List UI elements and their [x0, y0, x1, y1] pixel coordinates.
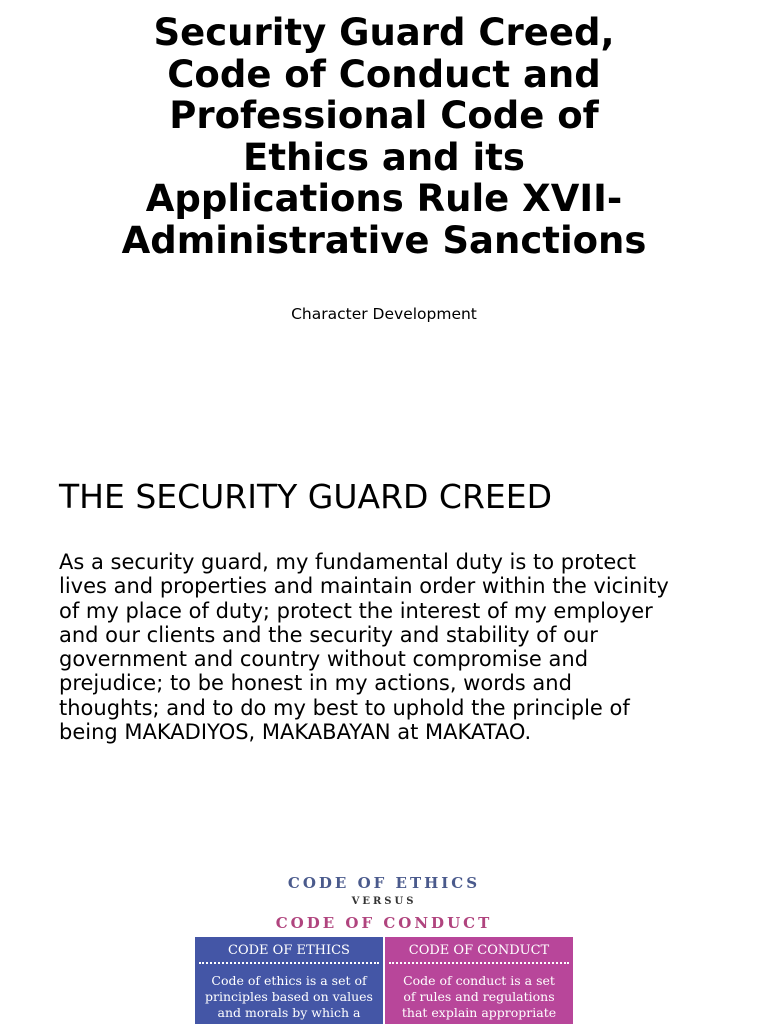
column-line: that explain appropriate [401, 1005, 557, 1020]
creed-line: and our clients and the security and stability of our [59, 622, 598, 647]
column-line: of rules and regulations [403, 989, 555, 1004]
column-line: Code of ethics is a set of [211, 973, 367, 988]
creed-line: government and country without compromise and [59, 647, 589, 672]
creed-line: of my place of duty; protect the interest of my employer [59, 598, 653, 623]
infographic-heading-ethics: CODE OF ETHICS [287, 874, 481, 892]
title-line: Code of Conduct and [167, 52, 601, 96]
creed-line: thoughts; and to do my best to uphold the principle of [59, 695, 630, 720]
title-line: Ethics and its [243, 135, 525, 179]
code-of-conduct-column [385, 937, 573, 1024]
column-title: CODE OF ETHICS [228, 943, 350, 958]
infographic-heading-conduct: CODE OF CONDUCT [275, 914, 493, 932]
creed-line: lives and properties and maintain order within the vicinity [59, 574, 669, 599]
creed-paragraph [59, 550, 739, 744]
document-subtitle: Character Development [291, 305, 477, 323]
column-line: principles based on values [205, 989, 373, 1004]
document-title [90, 12, 678, 261]
section-heading: THE SECURITY GUARD CREED [59, 477, 552, 516]
creed-line: being MAKADIYOS, MAKABAYAN at MAKATAO. [59, 720, 532, 745]
title-line: Professional Code of [169, 94, 599, 137]
title-line: Applications Rule XVII- [145, 177, 623, 220]
code-of-ethics-column [195, 937, 383, 1024]
column-title: CODE OF CONDUCT [408, 943, 550, 958]
creed-line: As a security guard, my fundamental duty is to protect [59, 550, 637, 574]
title-line: Administrative Sanctions [121, 218, 647, 262]
ethics-vs-conduct-infographic [195, 872, 573, 1024]
creed-line: prejudice; to be honest in my actions, words and [59, 671, 572, 696]
title-line: Security Guard Creed, [153, 11, 615, 54]
infographic-versus: VERSUS [351, 896, 417, 907]
column-body [385, 964, 573, 1021]
column-body [195, 964, 383, 1021]
column-line: Code of conduct is a set [403, 973, 555, 988]
column-line: and morals by which a [217, 1005, 361, 1020]
